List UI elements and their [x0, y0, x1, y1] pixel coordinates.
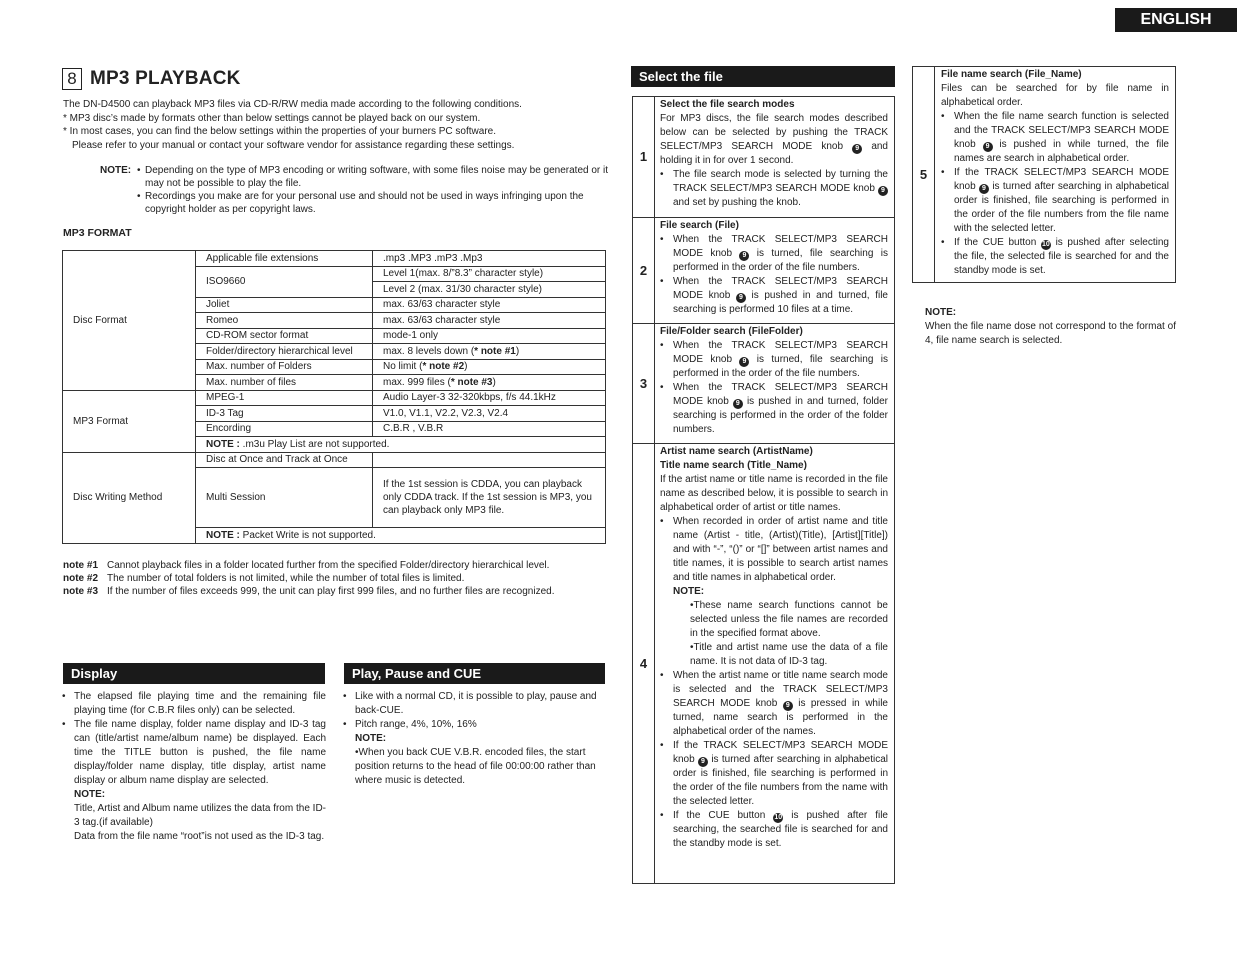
- table-cell: max. 999 files (* note #3): [373, 375, 606, 391]
- table-cell: Audio Layer-3 32-320kbps, f/s 44.1kHz: [373, 390, 606, 406]
- table-cell: No limit (* note #2): [373, 359, 606, 375]
- table-cell: Joliet: [196, 297, 373, 313]
- knob-9-icon: 9: [878, 186, 888, 196]
- mp3-format-heading: MP3 FORMAT: [63, 227, 132, 239]
- table-cell: Applicable file extensions: [196, 251, 373, 267]
- knob-9-icon: 9: [739, 251, 749, 261]
- table-group: Disc Format: [63, 251, 196, 391]
- table-cell: C.B.R , V.B.R: [373, 421, 606, 437]
- table-cell: ISO9660: [196, 266, 373, 297]
- step-3: 3 File/Folder search (FileFolder) • When the TRACK SELECT/MP3 SEARCH MODE knob 9 is turned, file searching is performed in the order of the file numbers. • When the TRACK SELECT/MP3 SEARCH MODE knob 9 is pushed in and turned, folder searching is performed in the order of the folder numbers.: [633, 323, 894, 443]
- cue-button-10-icon: 10: [774, 814, 783, 821]
- mp3-format-table: [62, 250, 606, 544]
- table-cell: max. 63/63 character style: [373, 313, 606, 329]
- table-cell: mode-1 only: [373, 328, 606, 344]
- footnotes: note #1 Cannot playback files in a folder located further from the specified Folder/directory hierarchical level. note #2 The number of total folders is not limited, while the number of total files is limited. note #3 If the number of files exceeds 999, the unit can play first 999 files, and no further files are recognized.: [63, 560, 555, 597]
- table-cell: V1.0, V1.1, V2.2, V2.3, V2.4: [373, 406, 606, 422]
- note-label: NOTE:: [100, 165, 132, 176]
- section-title: [62, 66, 241, 92]
- table-cell: Max. number of Folders: [196, 359, 373, 375]
- table-cell: Max. number of files: [196, 375, 373, 391]
- table-cell: .mp3 .MP3 .mP3 .Mp3: [373, 251, 606, 267]
- main-note: NOTE: • Depending on the type of MP3 encoding or writing software, with some files noise may be generated or it may not be possible to play the file. • Recordings you make are for your personal use and should not be used in ways infringing upon the copyright holder as per copyright laws.: [100, 165, 609, 215]
- table-cell: [373, 452, 606, 468]
- knob-9-icon: 9: [852, 144, 862, 154]
- table-group: MP3 Format: [63, 390, 196, 452]
- select-file-steps: [632, 96, 895, 884]
- step-5: 5 File name search (File_Name) Files can be searched for by file name in alphabetical order. • When the file name search function is selected and the TRACK SELECT/MP3 SEARCH MODE knob 9 is pushed in while turned, the file names are search in alphabetical order. • If the TRACK SELECT/MP3 SEARCH MODE knob 9 is turned after searching in alphabetical order is finished, file searching is performed in the order of the file numbers from the file name with the selected letter. • If the CUE button 10 is pushed after selecting the file, the selected file is searched for and the standby mode is set.: [912, 66, 1176, 283]
- play-pause-cue-body: • Like with a normal CD, it is possible to play, pause and back-CUE. • Pitch range, 4%, 10%, 16% NOTE: •When you back CUE V.B.R. encoded files, the start position returns to the head of file 00:00:00 rather than where music is detected.: [343, 691, 597, 786]
- table-note: NOTE : Packet Write is not supported.: [196, 528, 606, 544]
- table-cell: Level 2 (max. 31/30 character style): [373, 282, 606, 298]
- display-body: • The elapsed file playing time and the remaining file playing time (for C.B.R files only) can be selected. • The file name display, folder name display and ID-3 tag can (title/artist name/album name) be displayed. Each time the TITLE button is pushed, the file name display/folder name display, title display, artist name display or album name display are selected. NOTE: Title, Artist and Album name utilizes the data from the ID-3 tag.(if available) Data from the file name “root”is not used as the ID-3 tag.: [62, 691, 326, 842]
- table-cell: Disc at Once and Track at Once: [196, 452, 373, 468]
- table-cell: ID-3 Tag: [196, 406, 373, 422]
- knob-9-icon: 9: [698, 757, 708, 767]
- knob-9-icon: 9: [733, 399, 743, 409]
- table-cell: Folder/directory hierarchical level: [196, 344, 373, 360]
- language-tab: ENGLISH: [1115, 8, 1237, 32]
- table-cell: max. 63/63 character style: [373, 297, 606, 313]
- table-cell: Encording: [196, 421, 373, 437]
- intro-text: [63, 98, 608, 152]
- intro-line: The DN-D4500 can playback MP3 files via CD-R/RW media made according to the following conditions.: [63, 99, 522, 110]
- step-5-note: NOTE: When the file name dose not correspond to the format of 4, file name search is selected.: [925, 307, 1176, 346]
- step-2: 2 File search (File) • When the TRACK SELECT/MP3 SEARCH MODE knob 9 is turned, file searching is performed in the order of the file numbers. • When the TRACK SELECT/MP3 SEARCH MODE knob 9 is pushed in and turned, file searching is performed 10 files at a time.: [633, 217, 894, 323]
- knob-9-icon: 9: [979, 184, 989, 194]
- display-heading: Display: [63, 663, 325, 684]
- knob-9-icon: 9: [983, 142, 993, 152]
- table-group: Disc Writing Method: [63, 452, 196, 543]
- select-file-heading: Select the file: [631, 66, 895, 87]
- table-cell: MPEG-1: [196, 390, 373, 406]
- table-cell: Level 1(max. 8/”8.3” character style): [373, 266, 606, 282]
- knob-9-icon: 9: [783, 701, 793, 711]
- section-number: 8: [62, 68, 82, 90]
- intro-line: * MP3 disc’s made by formats other than below settings cannot be played back on our system.: [63, 112, 481, 124]
- table-cell: Romeo: [196, 313, 373, 329]
- table-cell: CD-ROM sector format: [196, 328, 373, 344]
- note-item: Recordings you make are for your personal use and should not be used in ways infringing upon the copyright holder as per copyright laws.: [145, 191, 584, 215]
- table-cell: If the 1st session is CDDA, you can playback only CDDA track. If the 1st session is MP3, you can playback only MP3 file.: [373, 468, 606, 528]
- cue-button-10-icon: 10: [1042, 241, 1050, 248]
- knob-9-icon: 9: [739, 357, 749, 367]
- knob-9-icon: 9: [736, 293, 746, 303]
- table-cell: Multi Session: [196, 468, 373, 528]
- step-4: 4 Artist name search (ArtistName) Title name search (Title_Name) If the artist name or title name is recorded in the file name as described below, it is possible to search in alphabetical order of artist or title names. • When recorded in order of artist name and title name (Artist - title, (Artist)(Title), [Artist][Title]) and with “-”, “()” or “[]” between artist names and title names, it is possible to search artist names and title names in alphabetical order. NOTE: •These name search functions cannot be selected unless the file names are recorded in the specified format above. •Title and artist name use the data of a file name. It is not data of ID-3 tag. • When the artist name or title name search mode is selected and the TRACK SELECT/MP3 SEARCH MODE knob 9 is pressed in while turned, name search is performed in the alphabetical order of the names. • If the TRACK SELECT/MP3 SEARCH MODE knob 9 is turned after searching in alphabetical order is finished, file searching is performed in the order of the file numbers from the name with the selected letter. • If the CUE button 10 is pushed after file searching, the searched file is searched for and the standby mode is set.: [633, 443, 894, 883]
- section-heading: MP3 PLAYBACK: [90, 68, 241, 89]
- intro-line: Please refer to your manual or contact your software vendor for assistance regarding these settings.: [72, 139, 515, 151]
- intro-line: * In most cases, you can find the below settings within the properties of your burners PC software.: [63, 126, 496, 137]
- play-pause-cue-heading: Play, Pause and CUE: [344, 663, 605, 684]
- table-note: NOTE : .m3u Play List are not supported.: [196, 437, 606, 453]
- table-cell: max. 8 levels down (* note #1): [373, 344, 606, 360]
- note-item: Depending on the type of MP3 encoding or writing software, with some files noise may be generated or it may not be possible to play the file.: [145, 165, 609, 189]
- step-1: 1 Select the file search modes For MP3 discs, the file search modes described below can be selected by pushing the TRACK SELECT/MP3 SEARCH MODE knob 9 and holding it in for over 1 second. • The file search mode is selected by turning the TRACK SELECT/MP3 SEARCH MODE knob 9 and set by pushing the knob.: [633, 97, 894, 217]
